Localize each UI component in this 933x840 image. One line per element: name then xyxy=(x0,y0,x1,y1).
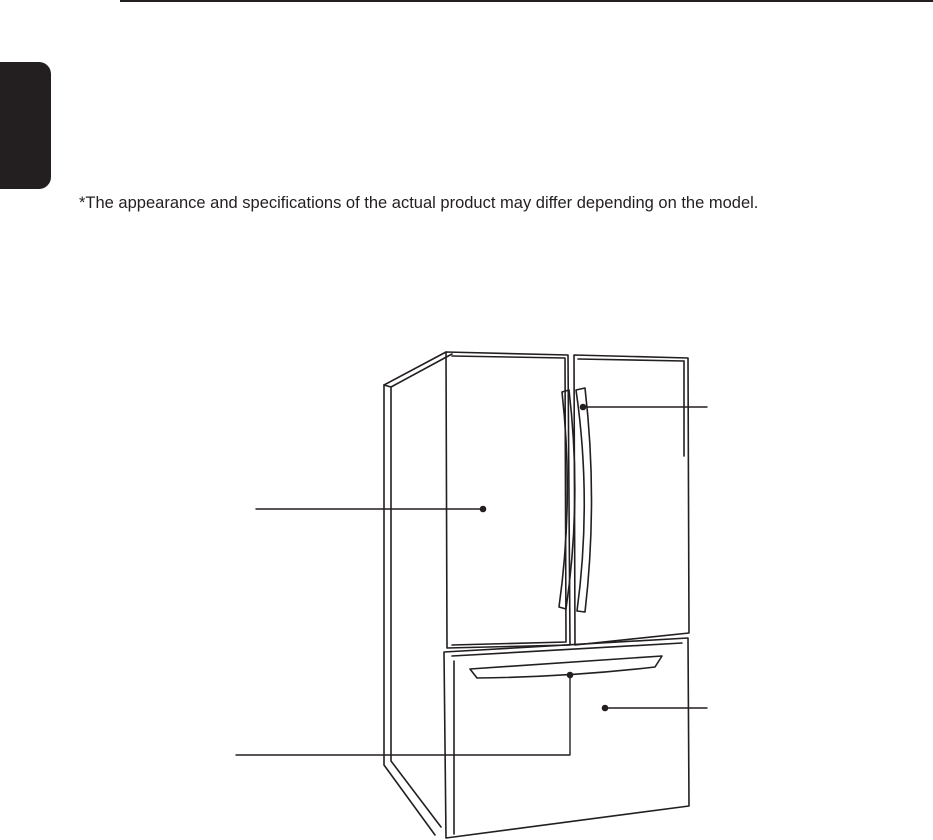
disclaimer-text: *The appearance and specifications of the actual product may differ depending on the model. xyxy=(79,194,759,212)
callout-freezer-handle xyxy=(236,676,570,755)
freezer-drawer-handle xyxy=(470,656,662,678)
left-door-handle xyxy=(559,390,575,609)
callout-dot-refrigerator-door xyxy=(480,506,487,513)
callout-dot-door-handle xyxy=(580,404,587,411)
callout-lines xyxy=(236,407,707,755)
callout-dot-freezer-handle xyxy=(567,672,574,679)
left-refrigerator-door xyxy=(446,352,570,648)
callout-dot-freezer-drawer xyxy=(602,705,609,712)
right-door-handle xyxy=(576,388,592,612)
cabinet-side-panel xyxy=(384,352,452,835)
